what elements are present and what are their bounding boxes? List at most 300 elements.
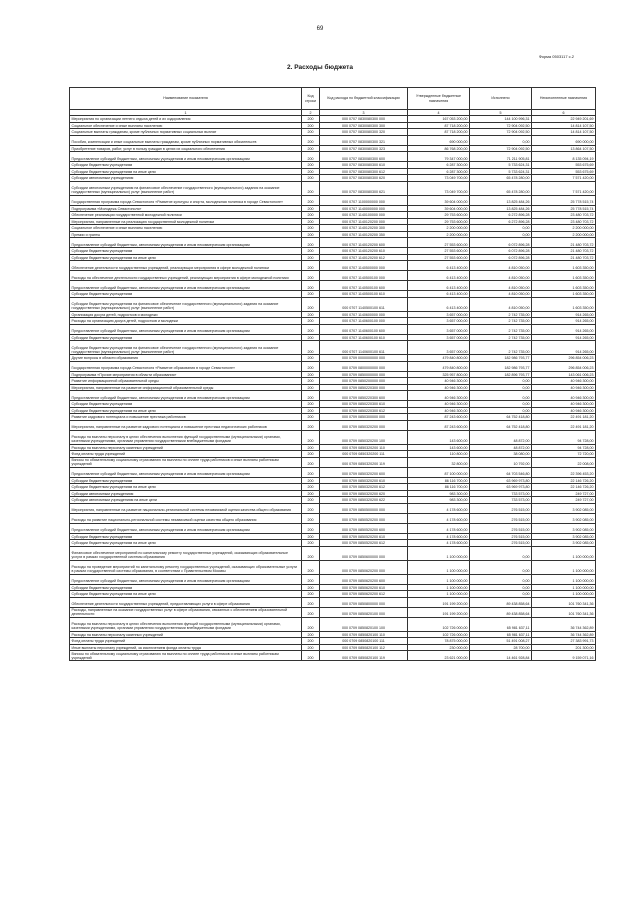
row-code-cell: 200 bbox=[302, 546, 320, 560]
header-unexecuted: Неисполненные назначения bbox=[532, 88, 596, 110]
row-code-cell: 200 bbox=[302, 271, 320, 281]
row-code-cell: 200 bbox=[302, 341, 320, 355]
row-unexecuted-cell: 1 603 350,00 bbox=[532, 297, 596, 311]
row-approved-cell: 3 657 000,00 bbox=[408, 334, 470, 341]
row-kbk-cell: 000 0709 0850220300 600 bbox=[320, 391, 408, 401]
row-unexecuted-cell: 40 946 300,00 bbox=[532, 378, 596, 385]
row-executed-cell: 2 742 735,00 bbox=[470, 318, 532, 325]
row-code-cell: 200 bbox=[302, 584, 320, 591]
row-code-cell: 200 bbox=[302, 574, 320, 584]
table-row bbox=[70, 135, 596, 145]
row-name-cell: Субсидии бюджетным учреждениям bbox=[70, 334, 302, 341]
row-unexecuted-cell: 7 571 420,00 bbox=[532, 181, 596, 195]
row-code-cell: 200 bbox=[302, 513, 320, 523]
row-kbk-cell: 000 0707 1140500100 600 bbox=[320, 281, 408, 291]
row-name-cell: Расходы на развитие национально-региональной системы независимой оценки качества общего образования bbox=[70, 513, 302, 523]
row-approved-cell: 102 726 000,00 bbox=[408, 631, 470, 638]
row-approved-cell: 1 100 000,00 bbox=[408, 546, 470, 560]
row-name-cell: Обеспечение деятельности государственных учреждений, реализующих мероприятия в сфере молодежной политики bbox=[70, 261, 302, 271]
row-name-cell: Субсидии бюджетным учреждениям bbox=[70, 584, 302, 591]
row-kbk-cell: 000 0707 0830080300 600 bbox=[320, 152, 408, 162]
row-executed-cell: 182 896 793,77 bbox=[470, 371, 532, 378]
row-executed-cell: 6 072 896,28 bbox=[470, 248, 532, 255]
row-kbk-cell: 000 0707 0830080300 000 bbox=[320, 116, 408, 123]
row-code-cell: 200 bbox=[302, 490, 320, 497]
row-approved-cell: 6 413 400,00 bbox=[408, 297, 470, 311]
row-code-cell: 200 bbox=[302, 212, 320, 219]
row-name-cell: Субсидии бюджетным учреждениям bbox=[70, 248, 302, 255]
page-title: 2. Расходы бюджета bbox=[287, 64, 353, 71]
row-unexecuted-cell: 553 675,69 bbox=[532, 168, 596, 175]
row-executed-cell: 64 752 418,80 bbox=[470, 420, 532, 430]
row-approved-cell: 3 657 000,00 bbox=[408, 318, 470, 325]
row-name-cell: Предоставление субсидий бюджетным, автономным учреждениям и иным некоммерческим организациям bbox=[70, 523, 302, 533]
row-name-cell: Иные выплаты персоналу учреждений, за исключением фонда оплаты труда bbox=[70, 644, 302, 651]
table-row bbox=[70, 420, 596, 430]
row-approved-cell: 78 875 000,00 bbox=[408, 638, 470, 645]
row-kbk-cell: 000 0707 1140120200 612 bbox=[320, 254, 408, 261]
row-approved-cell: 39 604 000,00 bbox=[408, 195, 470, 205]
row-unexecuted-cell: 553 675,69 bbox=[532, 162, 596, 169]
row-name-cell: Финансовое обеспечение мероприятий по капитальному ремонту государственных учреждений, оказывающих образовательные услуги в рамках государственной системы образования bbox=[70, 546, 302, 560]
row-unexecuted-cell: 101 760 341,36 bbox=[532, 597, 596, 607]
table-row bbox=[70, 560, 596, 574]
row-code-cell: 200 bbox=[302, 238, 320, 248]
row-kbk-cell: 000 0709 0850220300 610 bbox=[320, 401, 408, 408]
row-unexecuted-cell: 1 100 000,00 bbox=[532, 546, 596, 560]
row-executed-cell: 48 872,00 bbox=[470, 430, 532, 444]
row-code-cell: 200 bbox=[302, 497, 320, 504]
row-kbk-cell: 000 0707 1140120200 600 bbox=[320, 238, 408, 248]
row-kbk-cell: 000 0709 0850600000 000 bbox=[320, 546, 408, 560]
row-unexecuted-cell: 9 159 071,16 bbox=[532, 651, 596, 661]
row-code-cell: 200 bbox=[302, 533, 320, 540]
header-name: Наименование показателя bbox=[70, 88, 302, 110]
row-executed-cell: 6 072 896,28 bbox=[470, 238, 532, 248]
row-kbk-cell: 000 0707 1140120200 000 bbox=[320, 218, 408, 225]
row-unexecuted-cell: 27 383 991,73 bbox=[532, 638, 596, 645]
row-executed-cell: 0,00 bbox=[470, 401, 532, 408]
row-code-cell: 200 bbox=[302, 617, 320, 631]
row-approved-cell: 27 553 600,00 bbox=[408, 254, 470, 261]
row-approved-cell: 87 718 200,00 bbox=[408, 122, 470, 129]
row-name-cell: Субсидии автономным учреждениям bbox=[70, 175, 302, 182]
row-approved-cell: 2 200 000,00 bbox=[408, 225, 470, 232]
row-executed-cell: 6 272 896,28 bbox=[470, 212, 532, 219]
row-executed-cell: 0,00 bbox=[470, 560, 532, 574]
row-name-cell: Субсидии автономным учреждениям на иные цели bbox=[70, 497, 302, 504]
row-executed-cell: 2 742 735,00 bbox=[470, 324, 532, 334]
row-name-cell: Государственная программа города Севастополя «Развитие культуры и спорта, молодежная политика в городе Севастополе» bbox=[70, 195, 302, 205]
row-name-cell: Субсидии бюджетным учреждениям bbox=[70, 401, 302, 408]
row-kbk-cell: 000 0709 0850320200 620 bbox=[320, 490, 408, 497]
row-executed-cell: 64 703 546,80 bbox=[470, 467, 532, 477]
row-kbk-cell: 000 0707 1140500100 000 bbox=[320, 271, 408, 281]
row-name-cell: Обеспечение реализации государственной молодежной политики bbox=[70, 212, 302, 219]
row-unexecuted-cell: 94 728,00 bbox=[532, 444, 596, 451]
row-executed-cell: 182 986 793,77 bbox=[470, 361, 532, 371]
table-row bbox=[70, 430, 596, 444]
row-approved-cell: 2 200 000,00 bbox=[408, 231, 470, 238]
row-code-cell: 200 bbox=[302, 420, 320, 430]
row-code-cell: 200 bbox=[302, 168, 320, 175]
row-kbk-cell: 000 0709 0850820100 000 bbox=[320, 607, 408, 617]
row-approved-cell: 983 300,00 bbox=[408, 497, 470, 504]
row-code-cell: 200 bbox=[302, 135, 320, 145]
row-approved-cell: 4 178 600,00 bbox=[408, 540, 470, 547]
row-unexecuted-cell: 13 864 107,50 bbox=[532, 145, 596, 152]
row-code-cell: 200 bbox=[302, 644, 320, 651]
row-unexecuted-cell: 1 603 350,00 bbox=[532, 281, 596, 291]
table-row bbox=[70, 324, 596, 334]
row-approved-cell: 1 100 000,00 bbox=[408, 574, 470, 584]
row-kbk-cell: 000 0709 0850820100 100 bbox=[320, 617, 408, 631]
row-code-cell: 200 bbox=[302, 597, 320, 607]
row-unexecuted-cell: 23 480 703,72 bbox=[532, 218, 596, 225]
row-unexecuted-cell: 14 814 107,50 bbox=[532, 122, 596, 129]
row-unexecuted-cell: 1 100 000,00 bbox=[532, 574, 596, 584]
row-kbk-cell: 000 0709 0850300000 000 bbox=[320, 414, 408, 421]
row-code-cell: 200 bbox=[302, 254, 320, 261]
table-row bbox=[70, 467, 596, 477]
row-executed-cell: 48 872,00 bbox=[470, 444, 532, 451]
row-approved-cell: 73 049 700,00 bbox=[408, 181, 470, 195]
row-approved-cell: 4 178 600,00 bbox=[408, 503, 470, 513]
row-approved-cell: 73 049 700,00 bbox=[408, 175, 470, 182]
row-executed-cell: 276 515,00 bbox=[470, 513, 532, 523]
row-kbk-cell: 000 0707 0830080300 610 bbox=[320, 162, 408, 169]
row-unexecuted-cell: 249 727,00 bbox=[532, 490, 596, 497]
row-kbk-cell: 000 0709 0850220300 612 bbox=[320, 407, 408, 414]
row-executed-cell: 276 515,00 bbox=[470, 540, 532, 547]
row-executed-cell: 0,00 bbox=[470, 378, 532, 385]
row-unexecuted-cell: 1 100 000,00 bbox=[532, 560, 596, 574]
row-code-cell: 200 bbox=[302, 523, 320, 533]
row-executed-cell: 10 792,00 bbox=[470, 457, 532, 467]
row-code-cell: 200 bbox=[302, 205, 320, 212]
table-row bbox=[70, 546, 596, 560]
row-executed-cell: 0,00 bbox=[470, 546, 532, 560]
row-name-cell: Организация досуга детей, подростков и молодежи bbox=[70, 311, 302, 318]
column-number: 6 bbox=[532, 110, 596, 116]
row-executed-cell: 733 573,00 bbox=[470, 497, 532, 504]
row-code-cell: 200 bbox=[302, 391, 320, 401]
row-kbk-cell: 000 0709 0850620200 612 bbox=[320, 591, 408, 598]
row-executed-cell: 63 969 973,80 bbox=[470, 484, 532, 491]
row-name-cell: Субсидии бюджетным учреждениям на иные цели bbox=[70, 484, 302, 491]
row-name-cell: Мероприятия, направленные на развитие национально-региональной системы независимой оценки качества общего образования bbox=[70, 503, 302, 513]
row-name-cell: Субсидии бюджетным учреждениям bbox=[70, 291, 302, 298]
row-code-cell: 200 bbox=[302, 152, 320, 162]
row-code-cell: 200 bbox=[302, 477, 320, 484]
row-unexecuted-cell: 690 000,00 bbox=[532, 135, 596, 145]
row-code-cell: 200 bbox=[302, 638, 320, 645]
row-name-cell: Расходы на выплаты персоналу казенных учреждений bbox=[70, 444, 302, 451]
row-kbk-cell: 000 0709 0850520200 000 bbox=[320, 513, 408, 523]
row-unexecuted-cell: 25 778 515,74 bbox=[532, 205, 596, 212]
row-approved-cell: 230 000,00 bbox=[408, 644, 470, 651]
form-code: Форма 0503117 с.2 bbox=[538, 54, 574, 59]
row-unexecuted-cell: 21 480 703,72 bbox=[532, 254, 596, 261]
row-code-cell: 200 bbox=[302, 503, 320, 513]
table-row bbox=[70, 195, 596, 205]
row-name-cell: Субсидии бюджетным учреждениям на иные цели bbox=[70, 407, 302, 414]
row-kbk-cell: 000 0709 0850320200 111 bbox=[320, 451, 408, 458]
row-code-cell: 200 bbox=[302, 631, 320, 638]
row-executed-cell: 4 810 050,00 bbox=[470, 261, 532, 271]
row-kbk-cell: 000 0707 0830080300 621 bbox=[320, 181, 408, 195]
table-row bbox=[70, 523, 596, 533]
row-approved-cell: 1 100 000,00 bbox=[408, 584, 470, 591]
table-header-row bbox=[70, 88, 596, 110]
row-approved-cell: 3 657 000,00 bbox=[408, 341, 470, 355]
row-executed-cell: 38 080,00 bbox=[470, 451, 532, 458]
row-code-cell: 200 bbox=[302, 281, 320, 291]
row-unexecuted-cell: 914 265,00 bbox=[532, 341, 596, 355]
row-executed-cell: 89 438 858,64 bbox=[470, 607, 532, 617]
row-kbk-cell: 000 0707 1140100000 000 bbox=[320, 212, 408, 219]
row-unexecuted-cell: 22 146 726,20 bbox=[532, 477, 596, 484]
row-approved-cell: 86 116 700,00 bbox=[408, 484, 470, 491]
row-code-cell: 200 bbox=[302, 248, 320, 255]
row-unexecuted-cell: 1 100 000,00 bbox=[532, 584, 596, 591]
row-code-cell: 200 bbox=[302, 430, 320, 444]
row-executed-cell: 0,00 bbox=[470, 407, 532, 414]
row-executed-cell: 182 986 793,77 bbox=[470, 355, 532, 362]
row-executed-cell: 0,00 bbox=[470, 391, 532, 401]
row-code-cell: 200 bbox=[302, 334, 320, 341]
row-approved-cell: 6 413 400,00 bbox=[408, 291, 470, 298]
row-code-cell: 200 bbox=[302, 297, 320, 311]
row-unexecuted-cell: 23 480 703,72 bbox=[532, 212, 596, 219]
row-name-cell: Расходы на проведение мероприятий по капитальному ремонту государственных учреждений, оказывающих образовательные услуги в рамках государственной системы образования, в соответствии с Правительством Москвы bbox=[70, 560, 302, 574]
row-name-cell: Субсидии бюджетным учреждениям bbox=[70, 477, 302, 484]
row-executed-cell: 89 438 858,64 bbox=[470, 597, 532, 607]
row-unexecuted-cell: 3 902 085,00 bbox=[532, 533, 596, 540]
row-approved-cell: 191 199 200,00 bbox=[408, 597, 470, 607]
row-name-cell: Фонд оплаты труда учреждений bbox=[70, 451, 302, 458]
row-name-cell: Расходы на выплаты персоналу в целях обеспечения выполнения функций государственными (муниципальными) органами, казенными учреждениями, органами управления государственными внебюджетными фондами bbox=[70, 617, 302, 631]
row-code-cell: 200 bbox=[302, 451, 320, 458]
row-code-cell: 200 bbox=[302, 231, 320, 238]
row-executed-cell: 65 981 637,11 bbox=[470, 631, 532, 638]
row-approved-cell: 167 053 200,00 bbox=[408, 116, 470, 123]
row-executed-cell: 0,00 bbox=[470, 591, 532, 598]
column-number: 1 bbox=[70, 110, 302, 116]
row-code-cell: 200 bbox=[302, 291, 320, 298]
row-name-cell: Субсидии бюджетным учреждениям на иные цели bbox=[70, 254, 302, 261]
row-kbk-cell: 000 0709 0850320200 110 bbox=[320, 444, 408, 451]
row-code-cell: 200 bbox=[302, 378, 320, 385]
row-kbk-cell: 000 0707 1140600100 000 bbox=[320, 318, 408, 325]
table-row bbox=[70, 513, 596, 523]
row-approved-cell: 325 957 800,00 bbox=[408, 371, 470, 378]
row-name-cell: Мероприятия, направленные на развитие информационной образовательной среды bbox=[70, 384, 302, 391]
row-executed-cell: 4 810 050,00 bbox=[470, 297, 532, 311]
row-approved-cell: 29 753 600,00 bbox=[408, 218, 470, 225]
row-code-cell: 200 bbox=[302, 218, 320, 225]
header-executed: Исполнено bbox=[470, 88, 532, 110]
table-row bbox=[70, 181, 596, 195]
row-code-cell: 200 bbox=[302, 591, 320, 598]
row-name-cell: Расходы на обеспечение деятельности государственных учреждений, реализующих мероприятия в сфере молодежной политики bbox=[70, 271, 302, 281]
row-approved-cell: 6 413 400,00 bbox=[408, 261, 470, 271]
row-executed-cell: 6 072 896,28 bbox=[470, 254, 532, 261]
row-unexecuted-cell: 22 396 453,20 bbox=[532, 467, 596, 477]
row-code-cell: 200 bbox=[302, 384, 320, 391]
row-executed-cell: 276 515,00 bbox=[470, 533, 532, 540]
row-kbk-cell: 000 0709 0850320200 622 bbox=[320, 497, 408, 504]
row-approved-cell: 40 946 300,00 bbox=[408, 391, 470, 401]
row-unexecuted-cell: 914 265,00 bbox=[532, 334, 596, 341]
row-code-cell: 200 bbox=[302, 540, 320, 547]
row-kbk-cell: 000 0709 0850500000 000 bbox=[320, 503, 408, 513]
row-kbk-cell: 000 0707 0830080300 612 bbox=[320, 168, 408, 175]
row-name-cell: Предоставление субсидий бюджетным, автономным учреждениям и иным некоммерческим организациям bbox=[70, 324, 302, 334]
row-approved-cell: 87 243 600,00 bbox=[408, 414, 470, 421]
row-code-cell: 200 bbox=[302, 444, 320, 451]
header-kbk: Код расхода по бюджетной классификации bbox=[320, 88, 408, 110]
row-executed-cell: 2 742 735,00 bbox=[470, 334, 532, 341]
row-approved-cell: 27 553 600,00 bbox=[408, 248, 470, 255]
row-code-cell: 200 bbox=[302, 560, 320, 574]
row-approved-cell: 40 946 300,00 bbox=[408, 384, 470, 391]
row-name-cell: Предоставление субсидий бюджетным, автономным учреждениям и иным некоммерческим организациям bbox=[70, 152, 302, 162]
row-executed-cell: 0,00 bbox=[470, 225, 532, 232]
row-name-cell: Субсидии автономным учреждениям на финансовое обеспечение государственного (муниципального) задания на оказание государственных (муниципальных) услуг (выполнение работ) bbox=[70, 181, 302, 195]
table-row bbox=[70, 361, 596, 371]
row-executed-cell: 733 573,00 bbox=[470, 490, 532, 497]
row-kbk-cell: 000 0709 0850320200 000 bbox=[320, 420, 408, 430]
row-unexecuted-cell: 8 135 094,19 bbox=[532, 152, 596, 162]
table-row bbox=[70, 341, 596, 355]
row-unexecuted-cell: 1 603 350,00 bbox=[532, 271, 596, 281]
table-row bbox=[70, 297, 596, 311]
row-kbk-cell: 000 0707 1100000000 000 bbox=[320, 195, 408, 205]
row-unexecuted-cell: 3 902 085,00 bbox=[532, 503, 596, 513]
row-unexecuted-cell: 40 946 300,00 bbox=[532, 407, 596, 414]
row-unexecuted-cell: 2 200 000,00 bbox=[532, 225, 596, 232]
page-number: 69 bbox=[316, 26, 324, 32]
row-name-cell: Субсидии автономным учреждениям bbox=[70, 490, 302, 497]
row-kbk-cell: 000 0707 1140120200 350 bbox=[320, 231, 408, 238]
row-code-cell: 200 bbox=[302, 129, 320, 136]
row-approved-cell: 4 178 600,00 bbox=[408, 513, 470, 523]
row-approved-cell: 6 413 400,00 bbox=[408, 271, 470, 281]
row-unexecuted-cell: 21 480 703,72 bbox=[532, 238, 596, 248]
row-approved-cell: 32 800,00 bbox=[408, 457, 470, 467]
row-approved-cell: 143 600,00 bbox=[408, 430, 470, 444]
row-approved-cell: 86 116 700,00 bbox=[408, 477, 470, 484]
row-code-cell: 200 bbox=[302, 361, 320, 371]
row-approved-cell: 102 726 000,00 bbox=[408, 617, 470, 631]
row-code-cell: 200 bbox=[302, 484, 320, 491]
table-row bbox=[70, 271, 596, 281]
row-approved-cell: 40 946 300,00 bbox=[408, 378, 470, 385]
row-kbk-cell: 000 0709 0850820100 110 bbox=[320, 631, 408, 638]
row-unexecuted-cell: 40 946 300,00 bbox=[532, 401, 596, 408]
row-name-cell: Субсидии бюджетным учреждениям bbox=[70, 162, 302, 169]
row-kbk-cell: 000 0709 0850320200 100 bbox=[320, 430, 408, 444]
row-code-cell: 200 bbox=[302, 225, 320, 232]
row-kbk-cell: 000 0709 0850620200 000 bbox=[320, 560, 408, 574]
row-executed-cell: 6 272 896,28 bbox=[470, 218, 532, 225]
row-kbk-cell: 000 0709 0850320200 600 bbox=[320, 467, 408, 477]
table-row bbox=[70, 651, 596, 661]
row-approved-cell: 29 753 600,00 bbox=[408, 212, 470, 219]
row-kbk-cell: 000 0709 0800000000 000 bbox=[320, 361, 408, 371]
row-code-cell: 200 bbox=[302, 311, 320, 318]
table-row bbox=[70, 457, 596, 467]
row-executed-cell: 4 810 050,00 bbox=[470, 291, 532, 298]
table-row bbox=[70, 261, 596, 271]
row-executed-cell: 28 700,00 bbox=[470, 644, 532, 651]
row-name-cell: Премии и гранты bbox=[70, 231, 302, 238]
row-executed-cell: 13 825 484,26 bbox=[470, 195, 532, 205]
row-approved-cell: 6 413 400,00 bbox=[408, 281, 470, 291]
row-executed-cell: 4 810 050,00 bbox=[470, 271, 532, 281]
header-code: Код строки bbox=[302, 88, 320, 110]
row-unexecuted-cell: 1 603 350,00 bbox=[532, 261, 596, 271]
row-unexecuted-cell: 40 946 300,00 bbox=[532, 391, 596, 401]
row-name-cell: Приобретение товаров, работ, услуг в пользу граждан в целях их социального обеспечения bbox=[70, 145, 302, 152]
row-code-cell: 200 bbox=[302, 467, 320, 477]
row-name-cell: Предоставление субсидий бюджетным, автономным учреждениям и иным некоммерческим организациям bbox=[70, 238, 302, 248]
row-unexecuted-cell: 143 061 006,23 bbox=[532, 371, 596, 378]
row-name-cell: Мероприятия, направленные на реализацию государственной молодежной политики bbox=[70, 218, 302, 225]
row-unexecuted-cell: 249 727,00 bbox=[532, 497, 596, 504]
column-number: 3 bbox=[320, 110, 408, 116]
row-kbk-cell: 000 0709 0850520200 610 bbox=[320, 533, 408, 540]
row-kbk-cell: 000 0707 0830080300 323 bbox=[320, 145, 408, 152]
row-name-cell: Социальные выплаты гражданам, кроме публичных нормативных социальных выплат bbox=[70, 129, 302, 136]
row-name-cell: Социальное обеспечение и иные выплаты населению bbox=[70, 122, 302, 129]
row-kbk-cell: 000 0707 1140600000 000 bbox=[320, 311, 408, 318]
row-executed-cell: 72 904 092,50 bbox=[470, 145, 532, 152]
row-code-cell: 200 bbox=[302, 175, 320, 182]
table-row bbox=[70, 238, 596, 248]
row-code-cell: 200 bbox=[302, 261, 320, 271]
row-unexecuted-cell: 296 854 006,23 bbox=[532, 361, 596, 371]
table-row bbox=[70, 281, 596, 291]
row-executed-cell: 0,00 bbox=[470, 135, 532, 145]
table-body bbox=[70, 116, 596, 661]
row-name-cell: Пособия, компенсации и иные социальные выплаты гражданам, кроме публичных нормативных обязательств bbox=[70, 135, 302, 145]
row-kbk-cell: 000 0709 0850820100 119 bbox=[320, 651, 408, 661]
row-approved-cell: 6 287 300,00 bbox=[408, 162, 470, 169]
row-kbk-cell: 000 0709 0850520200 612 bbox=[320, 540, 408, 547]
row-unexecuted-cell: 25 778 515,74 bbox=[532, 195, 596, 205]
row-code-cell: 200 bbox=[302, 414, 320, 421]
row-approved-cell: 40 946 300,00 bbox=[408, 401, 470, 408]
row-approved-cell: 86 768 200,00 bbox=[408, 145, 470, 152]
row-name-cell: Другие вопросы в области образования bbox=[70, 355, 302, 362]
row-kbk-cell: 000 0709 0850620200 600 bbox=[320, 574, 408, 584]
row-name-cell: Субсидии бюджетным учреждениям bbox=[70, 533, 302, 540]
row-kbk-cell: 000 0707 1140600100 611 bbox=[320, 341, 408, 355]
row-name-cell: Взносы по обязательному социальному страхованию на выплаты по оплате труда работников и иные выплаты работникам учреждений bbox=[70, 457, 302, 467]
row-kbk-cell: 000 0709 0850520200 600 bbox=[320, 523, 408, 533]
row-code-cell: 200 bbox=[302, 145, 320, 152]
row-approved-cell: 690 000,00 bbox=[408, 135, 470, 145]
row-unexecuted-cell: 72 720,00 bbox=[532, 451, 596, 458]
row-code-cell: 200 bbox=[302, 195, 320, 205]
row-executed-cell: 63 969 973,80 bbox=[470, 477, 532, 484]
row-executed-cell: 65 478 280,00 bbox=[470, 181, 532, 195]
row-code-cell: 200 bbox=[302, 318, 320, 325]
row-approved-cell: 191 199 200,00 bbox=[408, 607, 470, 617]
row-kbk-cell: 000 0707 1140500000 000 bbox=[320, 261, 408, 271]
